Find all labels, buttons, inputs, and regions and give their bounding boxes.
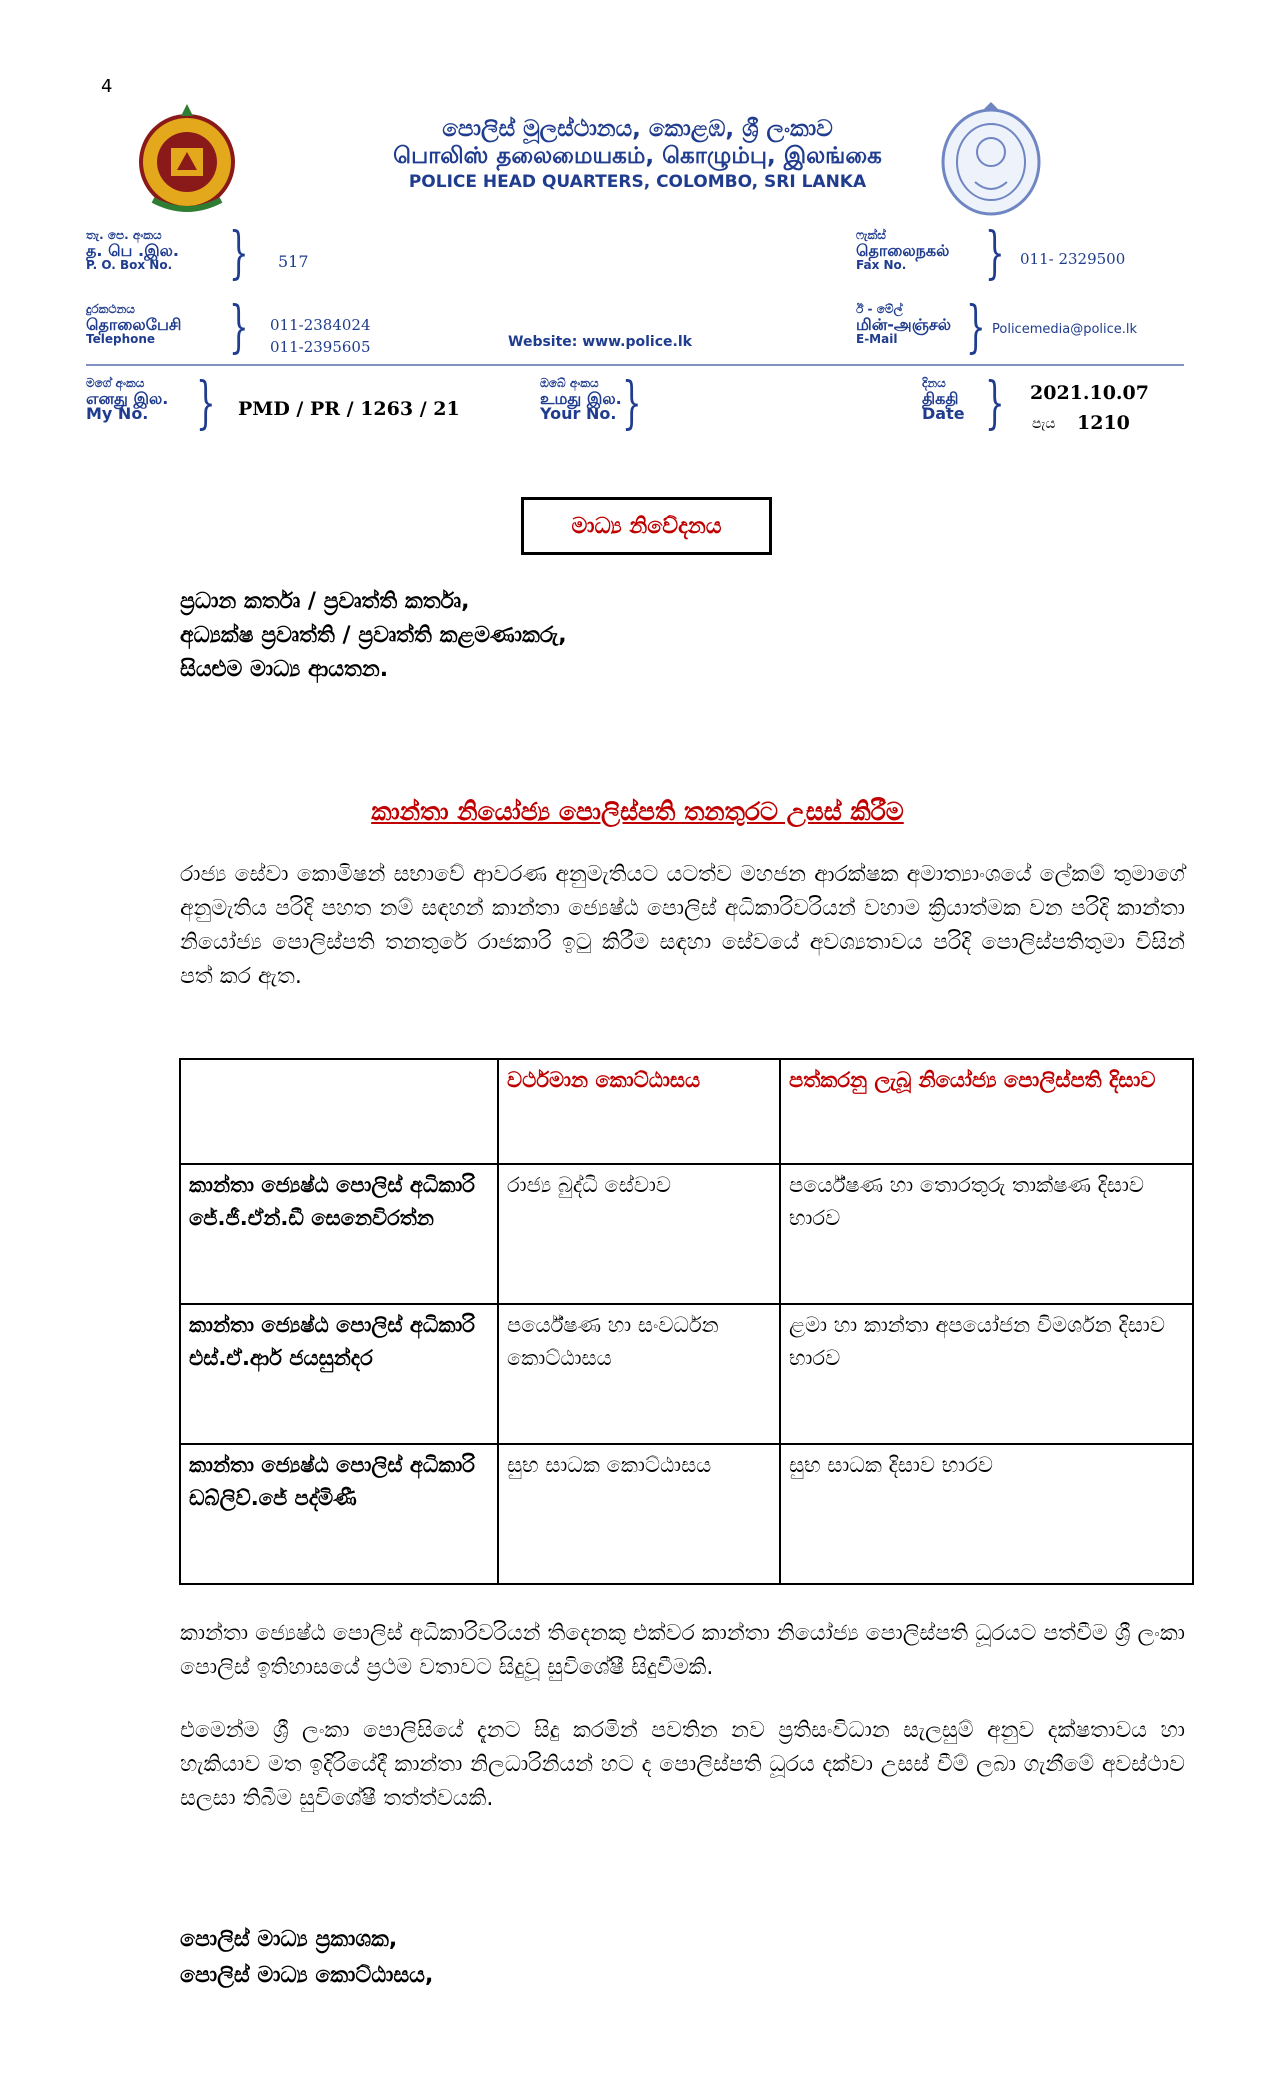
officer-rank: කාන්තා ජ්‍යෙෂ්ඨ පොලිස් අධිකාරි bbox=[189, 1453, 475, 1477]
signature-block bbox=[180, 1922, 433, 1994]
officer-cell bbox=[180, 1164, 498, 1304]
appointed-range-cell: පර්යේෂණ හා තොරතුරු තාක්ෂණ දිසාව භාරව bbox=[780, 1164, 1193, 1304]
fax-brace: } bbox=[985, 221, 1005, 286]
appointed-range-cell: සුභ සාධක දිසාව භාරව bbox=[780, 1444, 1193, 1584]
my-no-value: PMD / PR / 1263 / 21 bbox=[238, 398, 460, 420]
addressee-line: සියළුම මාධ්‍ය ආයතන. bbox=[180, 657, 389, 682]
fax-label: ෆැක්ස් தொலைநகல் Fax No. bbox=[856, 228, 950, 272]
email-value[interactable]: Policemedia@police.lk bbox=[992, 322, 1138, 337]
appointed-range-cell: ළමා හා කාන්තා අපයෝජන විමර්ශන දිසාව භාරව bbox=[780, 1304, 1193, 1444]
table-header-row bbox=[180, 1059, 1193, 1164]
paragraph-future: එමෙන්ම ශ්‍රී ලංකා පොලිසියේ දැනට සිදු කරමින් පවතින නව ප්‍රතිසංවිධාන සැලසුම් අනුව දක්ෂතාවය හා හැකියාව මත ඉදිරියේදී කාන්තා නිලධාරිනියන් හට ද පොලිස්පති ධූරය දක්වා උසස් වීම් ලබා ගැනීමේ අවස්ථාව සලසා තිබීම සුවිශේෂී තත්ත්වයකි. bbox=[180, 1718, 1185, 1811]
paragraph-history: කාන්තා ජ්‍යෙෂ්ඨ පොලිස් අධිකාරිවරියන් තිදෙනකු එක්වර කාන්තා නියෝජ්‍ය පොලිස්පති ධූරයට පත්වීම ශ්‍රී ලංකා පොලිස් ඉතිහාසයේ ප්‍රථම වතාවට සිදුවූ සුවිශේෂී සිදුවීමකි. bbox=[180, 1621, 1185, 1680]
org-name-english: POLICE HEAD QUARTERS, COLOMBO, SRI LANKA bbox=[408, 172, 867, 192]
time-label: පැය bbox=[1032, 416, 1056, 432]
email-brace: } bbox=[966, 295, 986, 360]
addressee-line: ප්‍රධාන කර්තෘ / ප්‍රවෘත්ති කර්තෘ, bbox=[180, 589, 470, 614]
your-no-label: ඔබේ අංකය உமது இல. Your No. bbox=[540, 376, 622, 423]
addressee-line: අධ්‍යක්ෂ ප්‍රවෘත්ති / ප්‍රවෘත්ති කළමණාකරු, bbox=[180, 623, 567, 648]
telephone-value-1: 011-2384024 bbox=[270, 316, 371, 334]
time-value: 1210 bbox=[1077, 412, 1130, 434]
headline: කාන්තා නියෝජ්‍ය පොලිස්පති තනතුරට උසස් කිරීම bbox=[371, 797, 904, 826]
current-division-cell: සුභ සාධක කොට්ඨාසය bbox=[498, 1444, 780, 1584]
fax-value: 011- 2329500 bbox=[1020, 250, 1126, 268]
signature-line: පොලිස් මාධ්‍ය ප්‍රකාශක, bbox=[180, 1927, 398, 1952]
current-division-cell: රාජ්‍ය බුද්ධි සේවාව bbox=[498, 1164, 780, 1304]
pobox-value: 517 bbox=[278, 252, 309, 271]
date-value: 2021.10.07 bbox=[1030, 382, 1149, 404]
my-no-label: මගේ අංකය எனது இல. My No. bbox=[86, 376, 169, 423]
table-row bbox=[180, 1164, 1193, 1304]
signature-line: පොලිස් මාධ්‍ය කොට්ඨාසය, bbox=[180, 1963, 434, 1988]
page-number: 4 bbox=[101, 76, 113, 97]
table-header-cell bbox=[180, 1059, 498, 1164]
org-name-sinhala: පොලිස් මූලස්ථානය, කොළඹ, ශ්‍රී ලංකාව bbox=[442, 116, 833, 142]
my-no-brace: } bbox=[196, 371, 216, 436]
telephone-value-2: 011-2395605 bbox=[270, 338, 371, 356]
telephone-brace: } bbox=[229, 295, 249, 360]
officer-rank: කාන්තා ජ්‍යෙෂ්ඨ පොලිස් අධිකාරි bbox=[189, 1173, 475, 1197]
letterhead-divider bbox=[86, 364, 1184, 366]
your-no-brace: } bbox=[622, 371, 642, 436]
current-division-cell: පර්යේෂණ හා සංවර්ධන කොට්ඨාසය bbox=[498, 1304, 780, 1444]
pobox-brace: } bbox=[229, 221, 249, 286]
website-link[interactable]: Website: www.police.lk bbox=[508, 334, 692, 350]
addressee-block bbox=[180, 585, 567, 687]
email-label: ඊ - මේල් மின்-அஞ்சல் E-Mail bbox=[856, 302, 952, 346]
officer-cell bbox=[180, 1304, 498, 1444]
officer-name: එස්.ඒ.ආර් ජයසුන්දර bbox=[189, 1346, 373, 1370]
media-release-title: මාධ්‍ය නිවේදනය bbox=[521, 497, 772, 555]
date-brace: } bbox=[985, 371, 1005, 436]
officer-name: ජේ.ජී.ඒන්.ඩී සෙනෙවිරත්න bbox=[189, 1206, 434, 1230]
appointments-table bbox=[179, 1058, 1194, 1585]
pobox-label: තැ. පෙ. අංකය த. பெ .இல. P. O. Box No. bbox=[86, 228, 179, 272]
officer-name: ඩබ්ලිව්.ජේ පද්මිණී bbox=[189, 1486, 357, 1510]
table-header-cell: පත්කරනු ලැබූ නියෝජ්‍ය පොලිස්පති දිසාව bbox=[780, 1059, 1193, 1164]
paragraph-intro: රාජ්‍ය සේවා කොමිෂන් සභාවේ ආවරණ අනුමැතියට යටත්ව මහජන ආරක්ෂක අමාත්‍යාංශයේ ලේකම් තුමාගේ අනුමැතිය පරිදි පහත නම් සඳහන් කාන්තා ජ්‍යෙෂ්ඨ පොලිස් අධිකාරිවරියන් වහාම ක්‍රියාත්මක වන පරිදි කාන්තා නියෝජ්‍ය පොලිස්පති තනතුරේ රාජකාරි ඉටු කිරීම සඳහා සේවයේ අවශ්‍යතාවය පරිදි පොලිස්පතිතුමා විසින් පත් කර ඇත. bbox=[180, 862, 1185, 989]
org-name-tamil: பொலிஸ் தலைமையகம், கொழும்பு, இலங்கை bbox=[393, 143, 882, 169]
officer-rank: කාන්තා ජ්‍යෙෂ්ඨ පොලිස් අධිකාරි bbox=[189, 1313, 475, 1337]
date-label: දිනය திகதி Date bbox=[922, 376, 965, 423]
table-row bbox=[180, 1444, 1193, 1584]
table-header-cell: වර්ථමාන කොට්ඨාසය bbox=[498, 1059, 780, 1164]
officer-cell bbox=[180, 1444, 498, 1584]
telephone-label: දුරකථනය தொலைபேசி Telephone bbox=[86, 302, 182, 346]
table-row bbox=[180, 1304, 1193, 1444]
